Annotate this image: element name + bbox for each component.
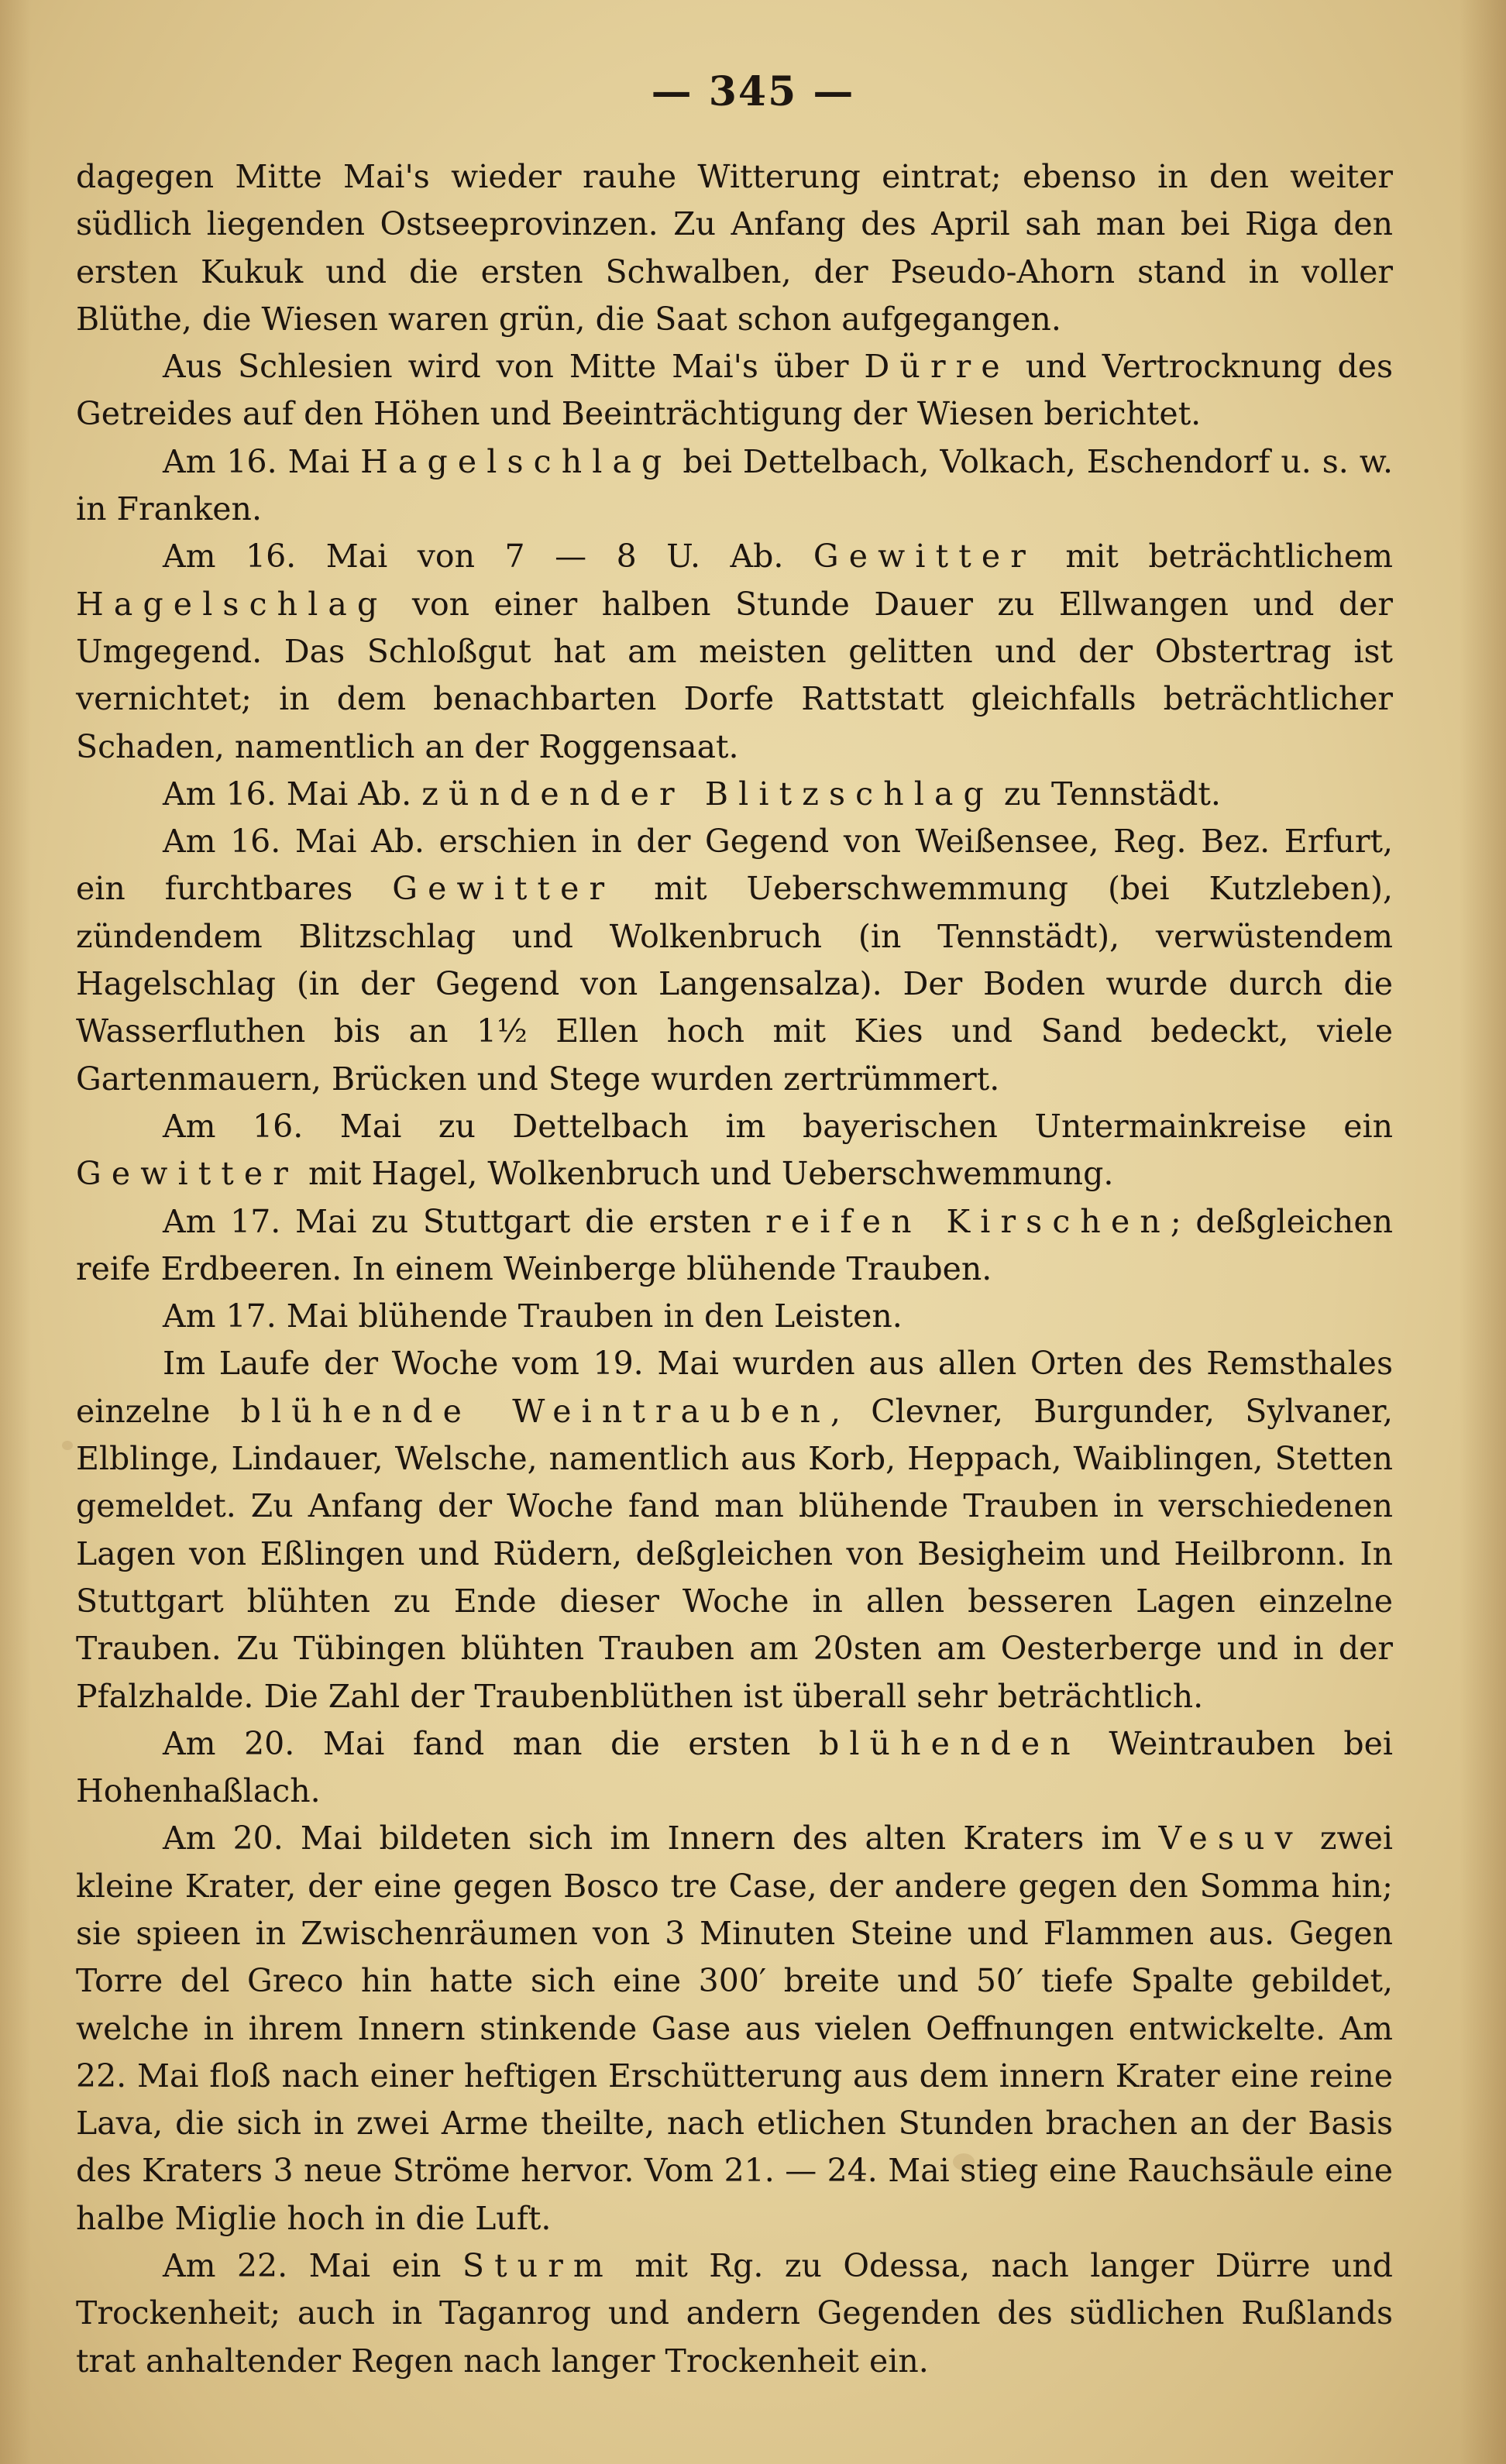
body-text bbox=[76, 153, 1393, 2385]
text-run: Am 20. Mai fand man die ersten bbox=[163, 1724, 819, 1762]
text-run: zu Tennstädt. bbox=[993, 775, 1221, 813]
emphasized-text: reifen Kirschen bbox=[765, 1202, 1171, 1240]
text-run: Am 16. Mai Ab. bbox=[163, 775, 422, 813]
emphasized-text: Sturm bbox=[462, 2247, 614, 2285]
text-run: mit Ueberschwemmung (bei Kutzleben), zündendem Blitzschlag und Wolkenbruch (in Tennstädt), verwüstendem Hagelschlag (in der Gegend von Langensalza). Der Boden wurde durch die Wasserfluthen bis an 1½ Ellen hoch mit Kies und Sand bedeckt, viele Gartenmauern, Brücken und Stege wurden zertrümmert. bbox=[76, 870, 1393, 1098]
text-run: und Vertrocknung des Getreides auf den Höhen und Beeinträchtigung der Wiesen berichtet. bbox=[76, 348, 1393, 433]
text-run: Am 22. Mai ein bbox=[163, 2247, 462, 2285]
paragraph bbox=[76, 2242, 1393, 2385]
text-run: mit beträchtlichem bbox=[1035, 538, 1394, 576]
text-run: von einer halben Stunde Dauer zu Ellwangen und der Umgegend. Das Schloßgut hat am meisten gelitten und der Obstertrag ist vernichtet; in dem benachbarten Dorfe Rattstatt gleichfalls beträchtlicher Schaden, namentlich an der Roggensaat. bbox=[76, 585, 1393, 765]
text-run: Am 17. Mai zu Stuttgart die ersten bbox=[163, 1202, 766, 1240]
page-number: — 345 — bbox=[651, 68, 855, 115]
emphasized-text: Vesuv bbox=[1158, 1820, 1303, 1857]
text-run: ; deßgleichen reife Erdbeeren. In einem Weinberge blühende Trauben. bbox=[76, 1202, 1394, 1287]
text-run: Am 16. Mai bbox=[163, 442, 361, 480]
emphasized-text: Gewitter bbox=[813, 538, 1036, 576]
text-run: zwei kleine Krater, der eine gegen Bosco tre Case, der andere gegen den Somma hin; sie spieen in Zwischenräumen von 3 Minuten Steine und Flammen aus. Gegen Torre del Greco hin hatte sich eine 300′ breite und 50′ tiefe Spalte gebildet, welche in ihrem Innern stinkende Gase aus vielen Oeffnungen entwickelte. Am 22. Mai floß nach einer heftigen Erschütterung aus dem innern Krater eine reine Lava, die sich in zwei Arme theilte, nach etlichen Stunden brachen an der Basis des Kraters 3 neue Ströme hervor. Vom 21. — 24. Mai stieg eine Rauchsäule eine halbe Miglie hoch in die Luft. bbox=[76, 1820, 1393, 2237]
text-run: Am 16. Mai von 7 — 8 U. Ab. bbox=[163, 538, 813, 576]
page-edge-shadow-left bbox=[0, 0, 31, 2464]
emphasized-text: Hagelschlag bbox=[76, 585, 388, 623]
paragraph bbox=[76, 1720, 1393, 1816]
paragraph bbox=[76, 1103, 1393, 1198]
emphasized-text: Gewitter bbox=[76, 1155, 298, 1193]
paragraph bbox=[76, 343, 1393, 438]
text-run: dagegen Mitte Mai's wieder rauhe Witterung eintrat; ebenso in den weiter südlich liegenden Ostseeprovinzen. Zu Anfang des April sah man bei Riga den ersten Kukuk und die ersten Schwalben, der Pseudo-Ahorn stand in voller Blüthe, die Wiesen waren grün, die Saat schon aufgegangen. bbox=[76, 158, 1393, 338]
text-run: bei Dettelbach, Volkach, Eschendorf u. s. w. in Franken. bbox=[76, 442, 1393, 528]
text-run: Am 17. Mai blühende Trauben in den Leisten. bbox=[163, 1297, 903, 1335]
paragraph bbox=[76, 533, 1393, 770]
paragraph bbox=[76, 1293, 1393, 1340]
text-run: Im Laufe der Woche vom 19. Mai wurden aus allen Orten des Remsthales einzelne bbox=[76, 1345, 1393, 1430]
text-run: Weintrauben bei Hohenhaßlach. bbox=[76, 1724, 1393, 1810]
text-run: Am 16. Mai zu Dettelbach im bayerischen Untermainkreise ein bbox=[163, 1107, 1393, 1145]
text-run: Aus Schlesien wird von Mitte Mai's über bbox=[163, 348, 865, 386]
emphasized-text: zündender Blitzschlag bbox=[421, 775, 994, 813]
text-run: Am 20. Mai bildeten sich im Innern des alten Kraters im bbox=[163, 1820, 1159, 1857]
text-run: mit Hagel, Wolkenbruch und Ueberschwemmung. bbox=[298, 1155, 1114, 1193]
text-run: mit Rg. zu Odessa, nach langer Dürre und Trockenheit; auch in Taganrog und andern Gegenden des südlichen Rußlands trat anhaltender Regen nach langer Trockenheit ein. bbox=[76, 2247, 1393, 2380]
paragraph bbox=[76, 1340, 1393, 1720]
paragraph bbox=[76, 818, 1393, 1103]
page-edge-shadow-right bbox=[1460, 0, 1506, 2464]
paragraph bbox=[76, 438, 1393, 534]
text-run: , Clevner, Burgunder, Sylvaner, Elblinge, Lindauer, Welsche, namentlich aus Korb, Heppach, Waiblingen, Stetten gemeldet. Zu Anfang der Woche fand man blühende Trauben in verschiedenen Lagen von Eßlingen und Rüdern, deßgleichen von Besigheim und Heilbronn. In Stuttgart blühten zu Ende dieser Woche in allen besseren Lagen einzelne Trauben. Zu Tübingen blühten Trauben am 20sten am Oesterberge und in der Pfalzhalde. Die Zahl der Traubenblüthen ist überall sehr beträchtlich. bbox=[76, 1392, 1393, 1715]
emphasized-text: Dürre bbox=[864, 348, 1010, 386]
emphasized-text: Hagelschlag bbox=[360, 442, 672, 480]
emphasized-text: blühenden bbox=[818, 1724, 1081, 1762]
paragraph bbox=[76, 1198, 1393, 1294]
text-run: Am 16. Mai Ab. erschien in der Gegend von Weißensee, Reg. Bez. Erfurt, ein furchtbares bbox=[76, 823, 1393, 908]
paragraph bbox=[76, 771, 1393, 818]
emphasized-text: blühende Weintrauben bbox=[240, 1392, 831, 1430]
paper-stain bbox=[62, 1441, 73, 1450]
emphasized-text: Gewitter bbox=[392, 870, 615, 908]
paragraph bbox=[76, 153, 1393, 343]
paragraph bbox=[76, 1815, 1393, 2242]
